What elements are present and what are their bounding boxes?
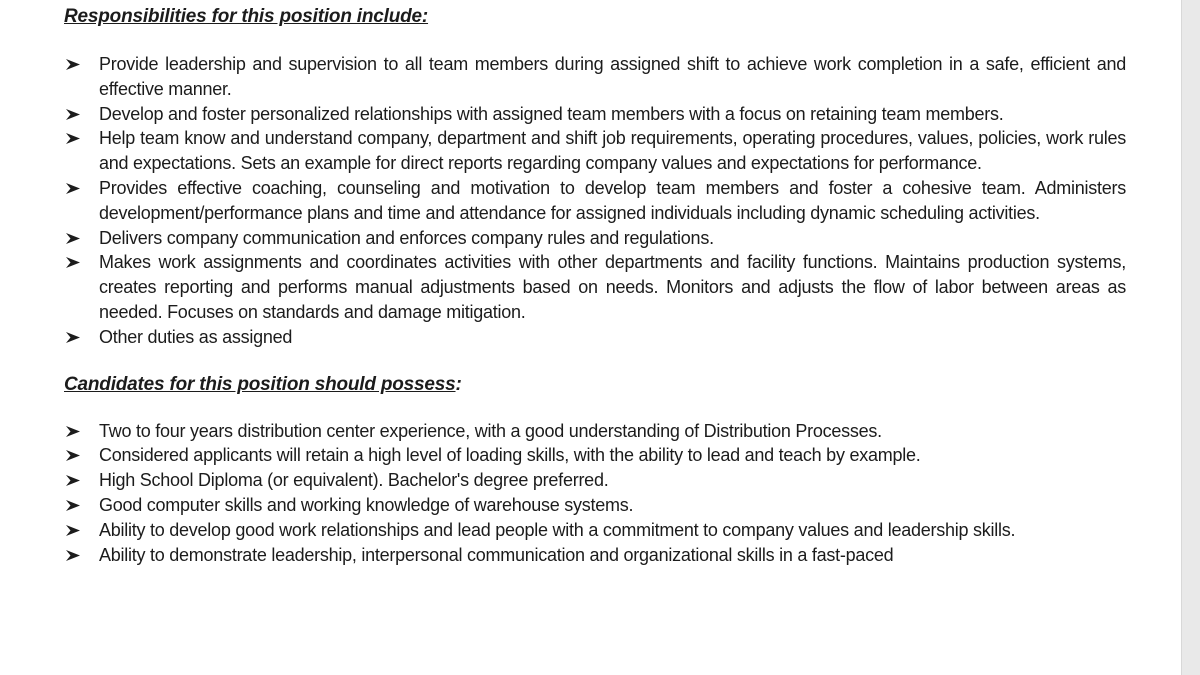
list-item: Delivers company communication and enforces company rules and regulations.: [64, 226, 1126, 251]
arrowhead-bullet-icon: [66, 250, 84, 275]
arrowhead-bullet-icon: [66, 126, 84, 151]
list-item: Considered applicants will retain a high level of loading skills, with the ability to lead and teach by example.: [64, 443, 1126, 468]
arrowhead-bullet-icon: [66, 468, 84, 493]
list-item: Ability to demonstrate leadership, interpersonal communication and organizational skills in a fast-paced: [64, 543, 1126, 568]
list-item: Provides effective coaching, counseling and motivation to develop team members and foster a cohesive team. Administers development/performance plans and time and attendance for assigned individuals including dynamic scheduling activities.: [64, 176, 1126, 226]
arrowhead-bullet-icon: [66, 226, 84, 251]
list-item: Makes work assignments and coordinates activities with other departments and facility functions. Maintains production systems, creates reporting and performs manual adjustments based on needs. Monitors and adjusts the flow of labor between areas as needed. Focuses on standards and damage mitigation.: [64, 250, 1126, 324]
arrowhead-bullet-icon: [66, 102, 84, 127]
list-item: Other duties as assigned: [64, 325, 1126, 350]
list-item: Two to four years distribution center experience, with a good understanding of Distribution Processes.: [64, 419, 1126, 444]
candidates-list: [64, 419, 1126, 568]
arrowhead-bullet-icon: [66, 443, 84, 468]
list-item: Good computer skills and working knowledge of warehouse systems.: [64, 493, 1126, 518]
arrowhead-bullet-icon: [66, 52, 84, 77]
responsibilities-heading: Responsibilities for this position include:: [64, 6, 429, 27]
list-item: Help team know and understand company, department and shift job requirements, operating procedures, values, policies, work rules and expectations. Sets an example for direct reports regarding company values and expectations for performance.: [64, 126, 1126, 176]
arrowhead-bullet-icon: [66, 518, 84, 543]
window-edge: [1181, 0, 1200, 675]
arrowhead-bullet-icon: [66, 493, 84, 518]
responsibilities-list: [64, 52, 1126, 350]
candidates-heading: Candidates for this position should possess:: [64, 373, 462, 395]
list-item: High School Diploma (or equivalent). Bachelor's degree preferred.: [64, 468, 1126, 493]
list-item: Ability to develop good work relationships and lead people with a commitment to company values and leadership skills.: [64, 518, 1126, 543]
list-item: Provide leadership and supervision to all team members during assigned shift to achieve work completion in a safe, efficient and effective manner.: [64, 52, 1126, 102]
document-body: [64, 4, 1126, 567]
arrowhead-bullet-icon: [66, 176, 84, 201]
arrowhead-bullet-icon: [66, 543, 84, 568]
list-item: Develop and foster personalized relationships with assigned team members with a focus on retaining team members.: [64, 102, 1126, 127]
arrowhead-bullet-icon: [66, 419, 84, 444]
arrowhead-bullet-icon: [66, 325, 84, 350]
